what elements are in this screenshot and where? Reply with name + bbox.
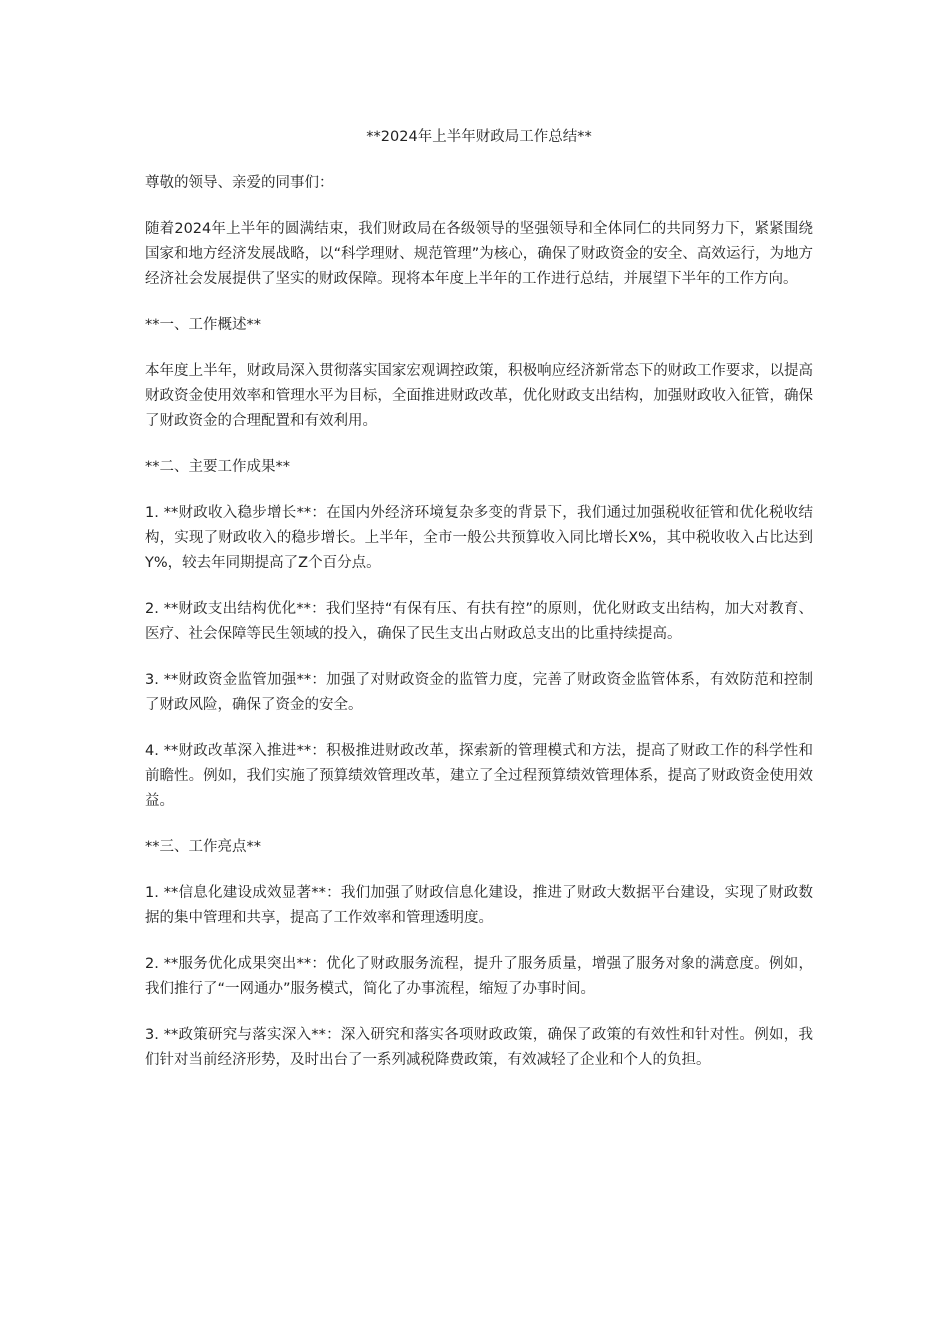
intro-paragraph: 随着2024年上半年的圆满结束，我们财政局在各级领导的坚强领导和全体同仁的共同努力下，紧紧围绕国家和地方经济发展战略，以“科学理财、规范管理”为核心，确保了财政资金的安全、高效运行，为地方经济社会发展提供了坚实的财政保障。现将本年度上半年的工作进行总结，并展望下半年的工作方向。 — [145, 221, 813, 287]
highlight-item: 2. **服务优化成果突出**：优化了财政服务流程，提升了服务质量，增强了服务对象的满意度。例如，我们推行了“一网通办”服务模式，简化了办事流程，缩短了办事时间。 — [145, 956, 813, 997]
section-heading-achievements: **二、主要工作成果** — [145, 459, 290, 475]
highlight-item: 3. **政策研究与落实深入**：深入研究和落实各项财政政策，确保了政策的有效性和针对性。例如，我们针对当前经济形势，及时出台了一系列减税降费政策，有效减轻了企业和个人的负担。 — [145, 1027, 813, 1068]
document-title: **2024年上半年财政局工作总结** — [366, 129, 592, 145]
document-body — [145, 125, 813, 1094]
section-heading-overview: **一、工作概述** — [145, 317, 261, 333]
greeting: 尊敬的领导、亲爱的同事们： — [145, 175, 334, 191]
achievement-item: 3. **财政资金监管加强**：加强了对财政资金的监管力度，完善了财政资金监管体系，有效防范和控制了财政风险，确保了资金的安全。 — [145, 672, 813, 713]
achievement-item: 1. **财政收入稳步增长**：在国内外经济环境复杂多变的背景下，我们通过加强税收征管和优化税收结构，实现了财政收入的稳步增长。上半年，全市一般公共预算收入同比增长X%，其中税收收入占比达到Y%，较去年同期提高了Z个百分点。 — [145, 505, 813, 571]
section-heading-highlights: **三、工作亮点** — [145, 839, 261, 855]
overview-paragraph: 本年度上半年，财政局深入贯彻落实国家宏观调控政策，积极响应经济新常态下的财政工作要求，以提高财政资金使用效率和管理水平为目标，全面推进财政改革，优化财政支出结构，加强财政收入征管，确保了财政资金的合理配置和有效利用。 — [145, 363, 813, 429]
highlight-item: 1. **信息化建设成效显著**：我们加强了财政信息化建设，推进了财政大数据平台建设，实现了财政数据的集中管理和共享，提高了工作效率和管理透明度。 — [145, 885, 813, 926]
achievement-item: 4. **财政改革深入推进**：积极推进财政改革，探索新的管理模式和方法，提高了财政工作的科学性和前瞻性。例如，我们实施了预算绩效管理改革，建立了全过程预算绩效管理体系，提高了财政资金使用效益。 — [145, 743, 813, 809]
achievement-item: 2. **财政支出结构优化**：我们坚持“有保有压、有扶有控”的原则，优化财政支出结构，加大对教育、医疗、社会保障等民生领域的投入，确保了民生支出占财政总支出的比重持续提高。 — [145, 601, 813, 642]
